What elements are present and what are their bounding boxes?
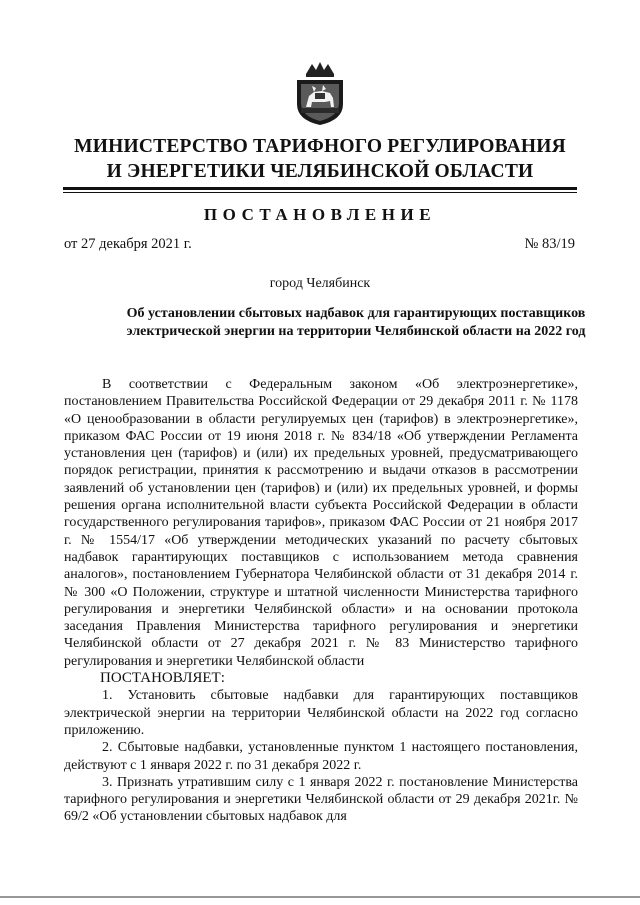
header-rule-thin [63, 192, 577, 193]
item-1-paragraph: 1. Установить сбытовые надбавки для гарантирующих поставщиков электрической энергии на территории Челябинской области на 2022 год согласно приложению. [64, 688, 578, 738]
intro-paragraph: В соответствии с Федеральным законом «Об электроэнергетике», постановлением Правительства Российской Федерации от 29 декабря 2011 г. № 1178 «О ценообразовании в области регулируемых цен (тарифов) в электроэнергетике», приказом ФАС России от 19 июня 2018 г. № 834/18 «Об утверждении Регламента установления цен (тарифов) и (или) их предельных уровней, предусматривающего порядок регистрации, принятия к рассмотрению и выдачи отказов в рассмотрении заявлений об установлении цен (тарифов) и (или) их предельных уровней, и формы решения органа исполнительной власти субъекта Российской Федерации в области государственного регулирования тарифов», приказом ФАС России от 21 ноября 2017 г. № 1554/17 «Об утверждении методических указаний по расчету сбытовых надбавок гарантирующих поставщиков с использованием метода сравнения аналогов», постановлением Губернатора Челябинской области от 31 декабря 2014 г. № 300 «О Положении, структуре и штатной численности Министерства тарифного регулирования и энергетики Челябинской области» и на основании протокола заседания Правления Министерства тарифного регулирования и энергетики Челябинской области от 27 декабря 2021 г. № 83 Министерство тарифного регулирования и энергетики Челябинской области [64, 377, 578, 669]
document-body [64, 376, 578, 826]
item-2-paragraph: 2. Сбытовые надбавки, установленные пунктом 1 настоящего постановления, действуют с 1 января 2022 г. по 31 декабря 2022 г. [64, 740, 578, 773]
ministry-name-line1: МИНИСТЕРСТВО ТАРИФНОГО РЕГУЛИРОВАНИЯ [74, 136, 566, 157]
document-title: Об установлении сбытовых надбавок для гарантирующих поставщиков электрической энергии на территории Челябинской области на 2022 год [126, 306, 586, 339]
coat-of-arms-emblem [292, 60, 348, 126]
document-type: ПОСТАНОВЛЕНИЕ [203, 205, 437, 224]
document-date: от 27 декабря 2021 г. [64, 236, 192, 252]
item-3-paragraph: 3. Признать утратившим силу с 1 января 2022 г. постановление Министерства тарифного регулирования и энергетики Челябинской области от 29 декабря 2021г. № 69/2 «Об установлении сбытовых надбавок для [64, 774, 578, 825]
ministry-name [60, 134, 580, 184]
document-number: № 83/19 [524, 236, 575, 252]
ministry-name-line2: И ЭНЕРГЕТИКИ ЧЕЛЯБИНСКОЙ ОБЛАСТИ [106, 161, 534, 182]
document-city: город Челябинск [269, 276, 371, 291]
scan-edge-line [0, 896, 640, 898]
header-rule-thick [63, 187, 577, 190]
decree-word: ПОСТАНОВЛЯЕТ: [100, 670, 225, 687]
